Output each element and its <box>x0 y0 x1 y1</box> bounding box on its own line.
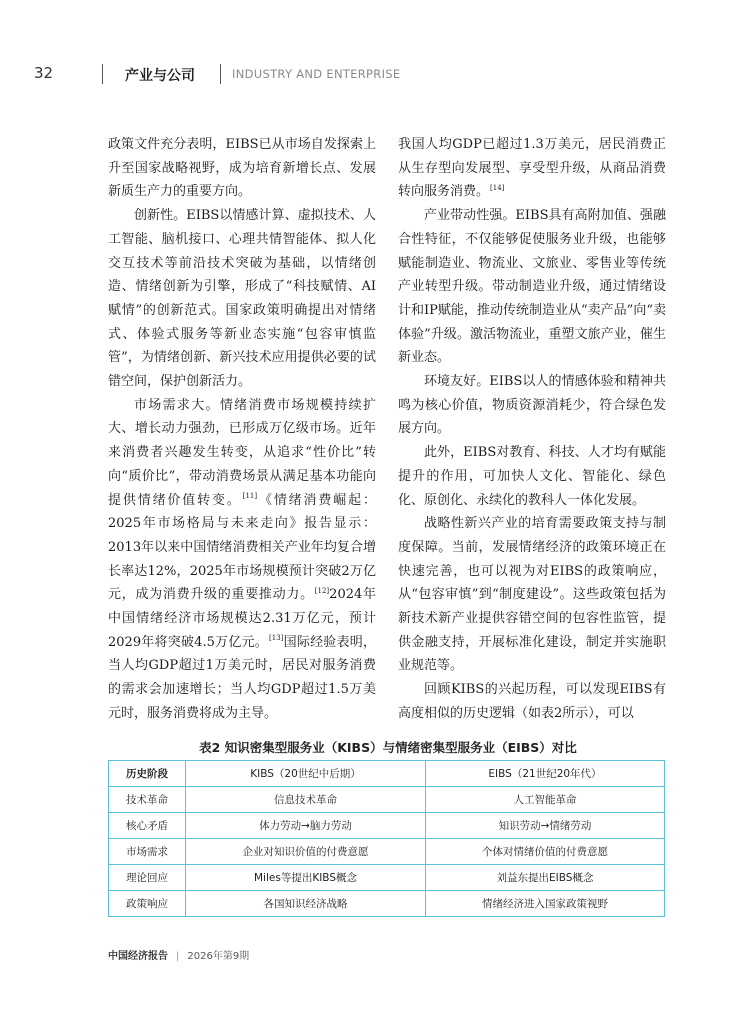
paragraph: 此外，EIBS对教育、科技、人才均有赋能提升的作用，可加快人文化、智能化、绿色化、原创化、永续化的教科人一体化发展。 <box>398 445 666 508</box>
section-title: 产业与公司 <box>125 68 195 84</box>
table-header-cell: KIBS（20世纪中后期） <box>186 761 426 787</box>
citation-ref: [13] <box>269 634 284 643</box>
publication-name: 中国经济报告 <box>108 951 168 962</box>
paragraph-text: 我国人均GDP已超过1.3万美元，居民消费正从生存型向发展型、享受型升级，从商品消费转向服务消费。 <box>398 137 666 200</box>
table-row <box>109 891 665 917</box>
section-title-en: INDUSTRY AND ENTERPRISE <box>232 67 401 81</box>
header-divider <box>102 64 103 84</box>
table-row <box>109 813 665 839</box>
citation-ref: [11] <box>242 492 258 501</box>
table-header-cell: EIBS（21世纪20年代） <box>426 761 665 787</box>
right-column <box>398 133 666 726</box>
paragraph-text: 2024年中国情绪经济市场规模达2.31万亿元，预计2029年将突破4.5万亿元。 <box>108 587 376 650</box>
paragraph: 产业带动性强。EIBS具有高附加值、强融合性特征，不仅能够促使服务业升级，也能够赋能制造业、物流业、文旅业、零售业等传统产业转型升级。带动制造业升级，通过情绪设计和IP赋能，推动传统制造业从“卖产品”向“卖体验”升级。激活物流业，重塑文旅产业，催生新业态。 <box>398 208 666 366</box>
footer-divider: | <box>176 951 180 962</box>
table-header-row <box>109 761 665 787</box>
citation-ref: [12] <box>314 587 330 596</box>
paragraph <box>108 394 376 726</box>
citation-ref: [14] <box>490 184 505 193</box>
header-divider <box>220 64 221 84</box>
table-cell: 企业对知识价值的付费意愿 <box>186 839 426 865</box>
table-cell: 情绪经济进入国家政策视野 <box>426 891 665 917</box>
paragraph-text: 市场需求大。情绪消费市场规模持续扩大、增长动力强劲，已形成万亿级市场。近年来消费者兴趣发生转变，从追求“性价比”转向“质价比”，带动消费场景从满足基本功能向提供情绪价值转变。 <box>108 397 376 508</box>
paragraph: 回顾KIBS的兴起历程，可以发现EIBS有高度相似的历史逻辑（如表2所示），可以 <box>398 682 666 721</box>
table-row <box>109 839 665 865</box>
paragraph-text: 《情绪消费崛起：2025年市场格局与未来走向》报告显示：2013年以来中国情绪消费相关产业年均复合增长率达12%，2025年市场规模预计突破2万亿元，成为消费升级的重要推动力。 <box>108 492 376 603</box>
page-number: 32 <box>34 64 54 82</box>
paragraph: 政策文件充分表明，EIBS已从市场自发探索上升至国家战略视野，成为培育新增长点、发展新质生产力的重要方向。 <box>108 137 376 200</box>
table-cell: 人工智能革命 <box>426 787 665 813</box>
table-header-cell: 历史阶段 <box>109 761 186 787</box>
paragraph: 环境友好。EIBS以人的情感体验和精神共鸣为核心价值，物质资源消耗少，符合绿色发展方向。 <box>398 374 666 437</box>
paragraph: 战略性新兴产业的培育需要政策支持与制度保障。当前，发展情绪经济的政策环境正在快速完善，也可以视为对EIBS的政策响应，从“包容审慎”到“制度建设”。这些政策包括为新技术新产业提供容错空间的包容性监管，提供金融支持，开展标准化建设，制定并实施职业规范等。 <box>398 516 666 674</box>
table-row <box>109 865 665 891</box>
table-row <box>109 787 665 813</box>
table-cell: 个体对情绪价值的付费意愿 <box>426 839 665 865</box>
table-cell: 核心矛盾 <box>109 813 186 839</box>
table-cell: Miles等提出KIBS概念 <box>186 865 426 891</box>
paragraph: 创新性。EIBS以情感计算、虚拟技术、人工智能、脑机接口、心理共情智能体、拟人化交互技术等前沿技术突破为基础，以情绪创造、情绪创新为引擎，形成了“科技赋情、AI赋情”的创新范式。国家政策明确提出对情绪式、体验式服务等新业态实施“包容审慎监管”，为情绪创新、新兴技术应用提供必要的试错空间，保护创新活力。 <box>108 208 376 390</box>
table-caption: 表2 知识密集型服务业（KIBS）与情绪密集型服务业（EIBS）对比 <box>199 740 577 755</box>
left-column <box>108 133 376 726</box>
page-footer <box>108 947 249 962</box>
table-cell: 市场需求 <box>109 839 186 865</box>
paragraph <box>398 133 666 204</box>
table-cell: 刘益东提出EIBS概念 <box>426 865 665 891</box>
issue-number: 2026年第9期 <box>187 951 250 962</box>
comparison-table <box>108 760 665 917</box>
table-cell: 理论回应 <box>109 865 186 891</box>
table-cell: 政策响应 <box>109 891 186 917</box>
table-cell: 各国知识经济战略 <box>186 891 426 917</box>
table-cell: 体力劳动→脑力劳动 <box>186 813 426 839</box>
table-cell: 知识劳动→情绪劳动 <box>426 813 665 839</box>
table-cell: 信息技术革命 <box>186 787 426 813</box>
paragraph-text: 国际经验表明，当人均GDP超过1万美元时，居民对服务消费的需求会加速增长；当人均GDP超过1.5万美元时，服务消费将成为主导。 <box>108 634 376 721</box>
table-cell: 技术革命 <box>109 787 186 813</box>
